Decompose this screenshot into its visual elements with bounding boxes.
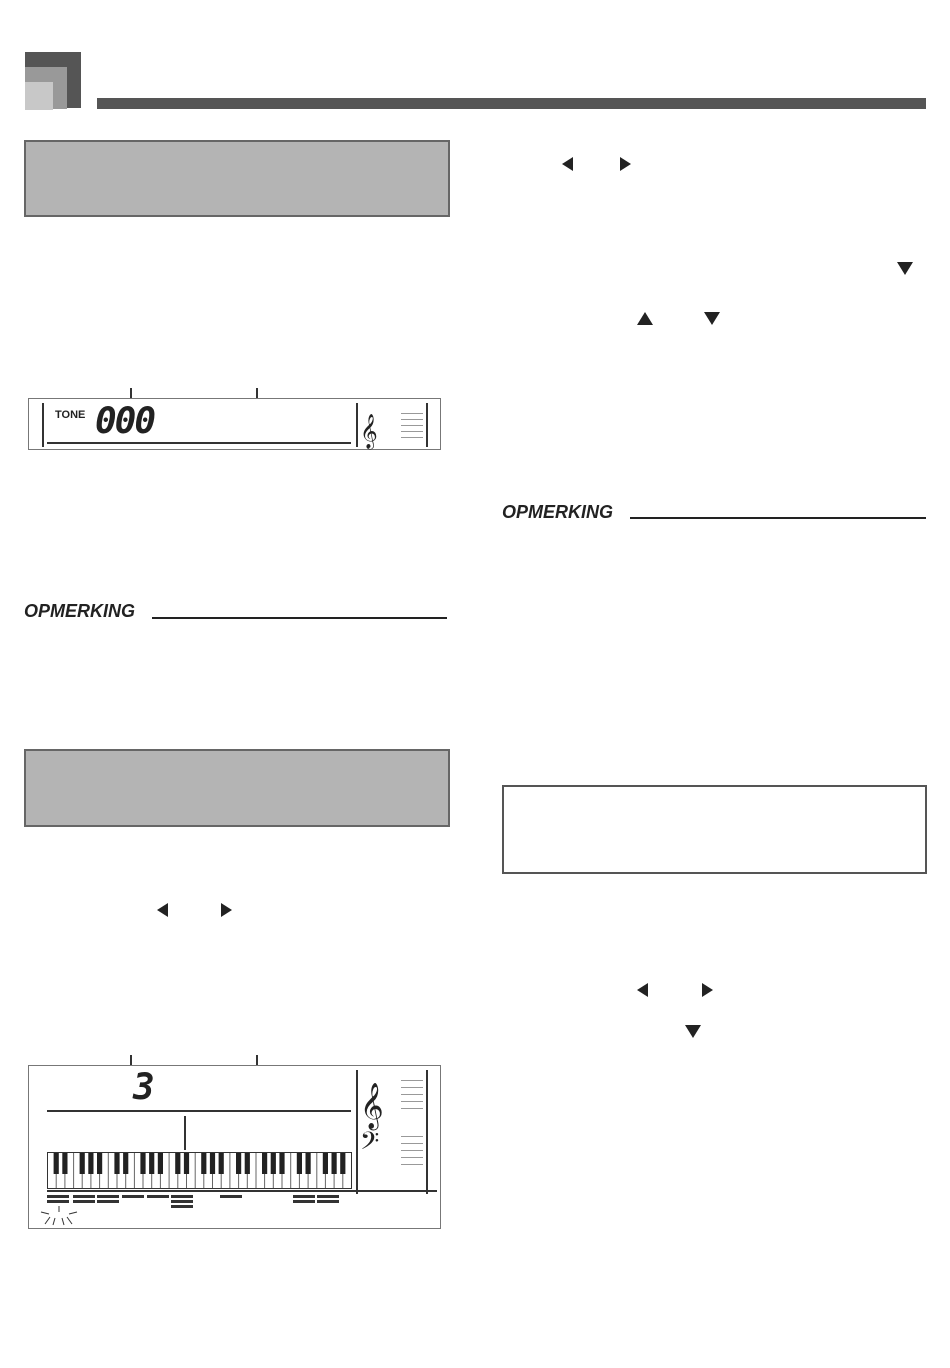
tone-label: TONE — [55, 409, 86, 421]
black-key — [54, 1153, 59, 1174]
indicator-segment — [73, 1195, 95, 1198]
left-arrow-icon — [562, 157, 573, 171]
indicator-segment — [171, 1200, 193, 1203]
keyboard-pointer — [184, 1116, 186, 1150]
black-key — [114, 1153, 119, 1174]
indicator-segment — [171, 1205, 193, 1208]
indicator-segment — [47, 1200, 69, 1203]
lcd-border-right — [426, 403, 428, 447]
black-key — [210, 1153, 215, 1174]
lcd-border-left — [42, 403, 44, 447]
staff-line — [401, 437, 423, 438]
section-heading-box-1 — [24, 140, 450, 217]
lcd-display-tone — [28, 398, 441, 450]
black-key — [201, 1153, 206, 1174]
right-arrow-icon — [620, 157, 631, 171]
left-arrow-icon — [637, 983, 648, 997]
staff-line — [401, 1150, 423, 1151]
right-arrow-icon — [221, 903, 232, 917]
staff-line — [401, 1143, 423, 1144]
lcd-divider — [47, 1110, 351, 1112]
display-number: 3 — [133, 1067, 153, 1108]
indicator-segment — [73, 1200, 95, 1203]
right-arrow-icon — [702, 983, 713, 997]
header-bar — [97, 98, 926, 109]
indicator-segment — [97, 1195, 119, 1198]
blink-indicator-icon — [37, 1204, 81, 1226]
note-heading: OPMERKING — [24, 601, 136, 621]
black-key — [149, 1153, 154, 1174]
staff-line — [401, 1101, 423, 1102]
black-key — [158, 1153, 163, 1174]
down-arrow-icon — [897, 262, 913, 275]
black-key — [184, 1153, 189, 1174]
staff-line — [401, 413, 423, 414]
black-key — [97, 1153, 102, 1174]
staff-line — [401, 431, 423, 432]
indicator-segment — [47, 1195, 69, 1198]
note-heading: OPMERKING — [502, 502, 614, 522]
staff-line — [401, 1157, 423, 1158]
keyboard-graphic — [47, 1152, 353, 1190]
note-rule — [152, 617, 447, 619]
lcd-divider — [47, 442, 351, 444]
section-heading-box-2 — [24, 749, 450, 827]
staff-line — [401, 1080, 423, 1081]
black-key — [262, 1153, 267, 1174]
lcd-bottom-rule — [47, 1190, 437, 1192]
black-key — [140, 1153, 145, 1174]
outlined-info-box — [502, 785, 927, 874]
black-key — [219, 1153, 224, 1174]
black-key — [236, 1153, 241, 1174]
black-key — [332, 1153, 337, 1174]
down-arrow-icon — [704, 312, 720, 325]
down-arrow-icon — [685, 1025, 701, 1038]
indicator-segment — [293, 1200, 315, 1203]
black-key — [340, 1153, 345, 1174]
indicator-segment — [122, 1195, 144, 1198]
indicator-segment — [97, 1200, 119, 1203]
bass-clef-icon: 𝄢 — [360, 1127, 380, 1162]
black-key — [80, 1153, 85, 1174]
black-key — [123, 1153, 128, 1174]
black-key — [175, 1153, 180, 1174]
indicator-segment — [317, 1200, 339, 1203]
black-key — [88, 1153, 93, 1174]
staff-line — [401, 1136, 423, 1137]
staff-line — [401, 419, 423, 420]
indicator-segment — [220, 1195, 242, 1198]
black-key — [271, 1153, 276, 1174]
staff-line — [401, 1087, 423, 1088]
treble-clef-icon: 𝄞 — [360, 1083, 384, 1129]
treble-clef-icon: 𝄞 — [360, 414, 378, 449]
black-key — [323, 1153, 328, 1174]
note-rule — [630, 517, 926, 519]
staff-line — [401, 425, 423, 426]
indicator-segment — [171, 1195, 193, 1198]
staff-line — [401, 1164, 423, 1165]
indicator-segment — [293, 1195, 315, 1198]
black-key — [297, 1153, 302, 1174]
header-corner-light — [25, 82, 53, 110]
lcd-display-keyboard — [28, 1065, 441, 1229]
indicator-segment — [147, 1195, 169, 1198]
staff-line — [401, 1094, 423, 1095]
indicator-segment — [317, 1195, 339, 1198]
left-arrow-icon — [157, 903, 168, 917]
staff-line — [401, 1108, 423, 1109]
black-key — [306, 1153, 311, 1174]
lcd-staff-border — [356, 1070, 358, 1194]
lcd-border-right — [426, 1070, 428, 1194]
black-key — [245, 1153, 250, 1174]
lcd-staff-border — [356, 403, 358, 447]
up-arrow-icon — [637, 312, 653, 325]
tone-number: 000 — [95, 401, 155, 442]
black-key — [279, 1153, 284, 1174]
black-key — [62, 1153, 67, 1174]
